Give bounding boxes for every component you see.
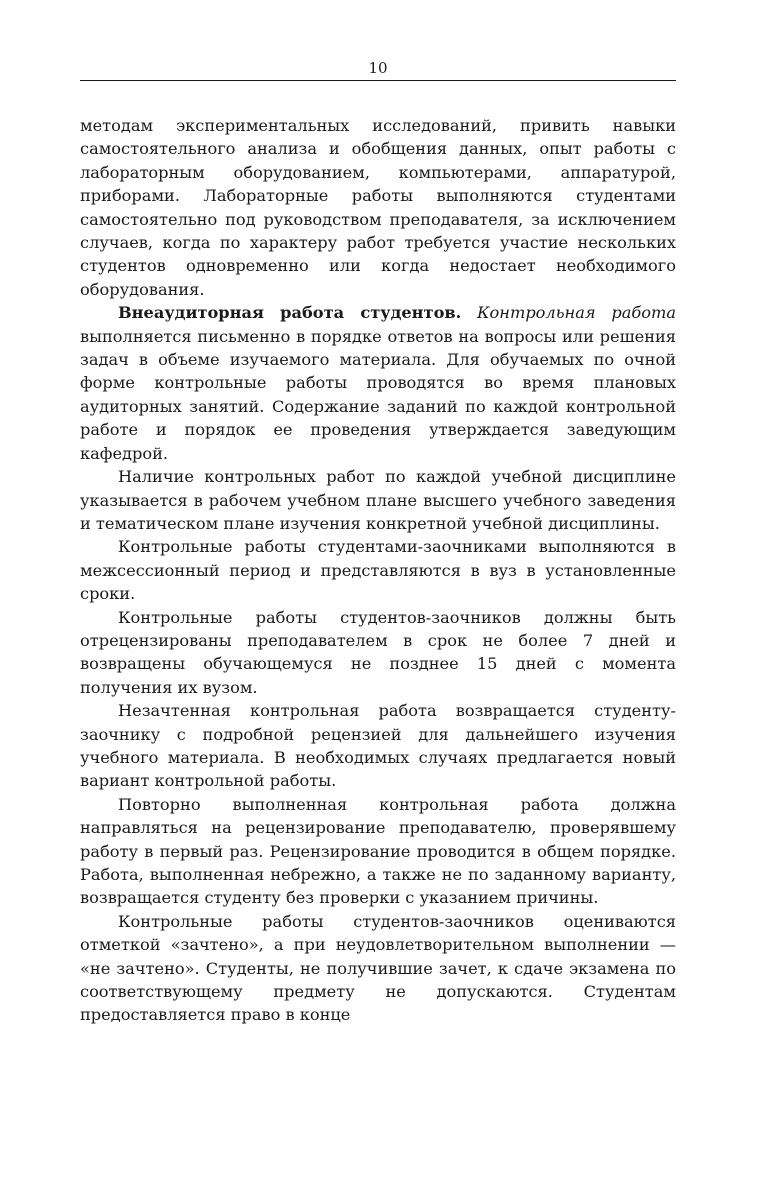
page-number: 10 bbox=[368, 59, 388, 77]
page-header bbox=[80, 58, 676, 81]
paragraph-control-works-plan: Наличие контрольных работ по каждой учебной дисциплине указывается в рабочем учебном плане высшего учебного заведения и тематическом плане изучения конкретной учебной дисциплины. bbox=[80, 467, 676, 533]
page-body bbox=[80, 114, 676, 1027]
section-heading: Внеаудиторная работа студентов. bbox=[118, 303, 462, 323]
paragraph-resubmission: Повторно выполненная контрольная работа должна направляться на рецензирование преподавателю, проверявшему работу в первый раз. Рецензирование проводится в общем порядке. Работа, выполненная небрежно, а также не по заданному варианту, возвращается студенту без проверки с указанием причины. bbox=[80, 794, 676, 908]
paragraph-grading: Контрольные работы студентов-заочников оцениваются отметкой «зачтено», а при неудовлетворительном выполнении — «не зачтено». Студенты, не получившие зачет, к сдаче экзамена по соответствующему предмету не допускаются. Студентам предоставляется право в конце bbox=[80, 911, 676, 1025]
term-control-work: Контрольная работа bbox=[477, 303, 676, 323]
paragraph-lab-work: методам экспериментальных исследований, привить навыки самостоятельного анализа и обобщения данных, опыт работы с лабораторным оборудованием, компьютерами, аппаратурой, приборами. Лабораторные работы выполняются студентами самостоятельно под руководством преподавателя, за исключением случаев, когда по характеру работ требуется участие нескольких студентов одновременно или когда недостает необходимого оборудования. bbox=[80, 116, 676, 299]
paragraph-correspondence-terms: Контрольные работы студентами-заочниками выполняются в межсессионный период и представляются в вуз в установленные сроки. bbox=[80, 537, 676, 604]
paragraph-failed-work: Незачтенная контрольная работа возвращается студенту-заочнику с подробной рецензией для дальнейшего изучения учебного материала. В необходимых случаях предлагается новый вариант контрольной работы. bbox=[80, 701, 676, 791]
paragraph-text: выполняется письменно в порядке ответов на вопросы или решения задач в объеме изучаемого материала. Для обучаемых по очной форме контрольные работы проводятся во время плановых аудиторных занятий. Содержание заданий по каждой контрольной работе и порядок ее проведения утверждается заведующим кафедрой. bbox=[80, 326, 676, 463]
paragraph-extracurricular-work bbox=[80, 301, 676, 465]
paragraph-review-deadline: Контрольные работы студентов-заочников должны быть отрецензированы преподавателем в срок не более 7 дней и возвращены обучающемуся не позднее 15 дней с момента получения их вузом. bbox=[80, 607, 676, 697]
